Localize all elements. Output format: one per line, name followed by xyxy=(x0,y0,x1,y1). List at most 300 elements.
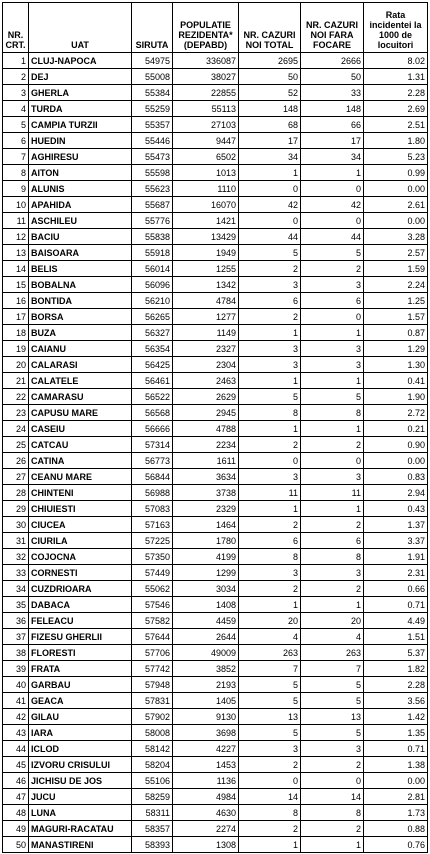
cell-population: 4199 xyxy=(173,549,239,565)
cell-cases-total: 5 xyxy=(239,245,301,261)
table-row xyxy=(3,805,428,821)
table-row xyxy=(3,101,428,117)
cell-population: 4784 xyxy=(173,293,239,309)
cell-cases-total: 3 xyxy=(239,741,301,757)
cell-cases-total: 148 xyxy=(239,101,301,117)
cell-uat: CATCAU xyxy=(29,437,132,453)
cell-siruta: 56988 xyxy=(132,485,173,501)
cell-population: 2329 xyxy=(173,501,239,517)
cell-siruta: 55687 xyxy=(132,197,173,213)
cell-incidence-rate: 2.31 xyxy=(364,565,428,581)
cell-siruta: 56568 xyxy=(132,405,173,421)
cell-siruta: 57314 xyxy=(132,437,173,453)
cell-cases-no-outbreaks: 2 xyxy=(301,581,364,597)
cell-cases-no-outbreaks: 1 xyxy=(301,597,364,613)
cell-siruta: 54975 xyxy=(132,53,173,69)
cell-siruta: 56265 xyxy=(132,309,173,325)
cell-incidence-rate: 1.91 xyxy=(364,549,428,565)
cell-uat: FRATA xyxy=(29,661,132,677)
cell-incidence-rate: 1.80 xyxy=(364,133,428,149)
cell-incidence-rate: 0.00 xyxy=(364,181,428,197)
cell-population: 2463 xyxy=(173,373,239,389)
cell-population: 1408 xyxy=(173,597,239,613)
cell-population: 4459 xyxy=(173,613,239,629)
cell-cases-no-outbreaks: 50 xyxy=(301,69,364,85)
cell-incidence-rate: 0.99 xyxy=(364,165,428,181)
table-row xyxy=(3,245,428,261)
cell-population: 6502 xyxy=(173,149,239,165)
cell-nr-crt: 41 xyxy=(3,693,29,709)
cell-population: 1308 xyxy=(173,837,239,853)
cell-incidence-rate: 4.49 xyxy=(364,613,428,629)
cell-nr-crt: 16 xyxy=(3,293,29,309)
cell-population: 2629 xyxy=(173,389,239,405)
table-row xyxy=(3,725,428,741)
cell-siruta: 58393 xyxy=(132,837,173,853)
table-row xyxy=(3,389,428,405)
cell-cases-total: 0 xyxy=(239,213,301,229)
incidence-table-sheet xyxy=(2,2,428,853)
cell-nr-crt: 35 xyxy=(3,597,29,613)
cell-incidence-rate: 0.41 xyxy=(364,373,428,389)
cell-uat: CLUJ-NAPOCA xyxy=(29,53,132,69)
cell-nr-crt: 25 xyxy=(3,437,29,453)
table-row xyxy=(3,309,428,325)
cell-nr-crt: 49 xyxy=(3,821,29,837)
table-row xyxy=(3,229,428,245)
cell-nr-crt: 50 xyxy=(3,837,29,853)
cell-uat: CATINA xyxy=(29,453,132,469)
cell-uat: HUEDIN xyxy=(29,133,132,149)
cell-uat: IARA xyxy=(29,725,132,741)
cell-incidence-rate: 2.28 xyxy=(364,677,428,693)
cell-uat: CALARASI xyxy=(29,357,132,373)
header-uat: UAT xyxy=(29,3,132,53)
cell-cases-total: 1 xyxy=(239,165,301,181)
cell-cases-total: 3 xyxy=(239,357,301,373)
cell-cases-total: 5 xyxy=(239,389,301,405)
cell-population: 1342 xyxy=(173,277,239,293)
table-row xyxy=(3,485,428,501)
cell-incidence-rate: 0.71 xyxy=(364,597,428,613)
cell-cases-total: 1 xyxy=(239,837,301,853)
cell-uat: GHERLA xyxy=(29,85,132,101)
table-row xyxy=(3,325,428,341)
cell-uat: GEACA xyxy=(29,693,132,709)
cell-nr-crt: 46 xyxy=(3,773,29,789)
cell-cases-no-outbreaks: 5 xyxy=(301,725,364,741)
cell-incidence-rate: 2.51 xyxy=(364,117,428,133)
table-row xyxy=(3,741,428,757)
cell-cases-total: 68 xyxy=(239,117,301,133)
cell-cases-total: 42 xyxy=(239,197,301,213)
cell-incidence-rate: 0.83 xyxy=(364,469,428,485)
cell-siruta: 56096 xyxy=(132,277,173,293)
cell-cases-total: 1 xyxy=(239,325,301,341)
cell-population: 49009 xyxy=(173,645,239,661)
cell-population: 2327 xyxy=(173,341,239,357)
cell-uat: FELEACU xyxy=(29,613,132,629)
cell-siruta: 56210 xyxy=(132,293,173,309)
cell-population: 16070 xyxy=(173,197,239,213)
cell-nr-crt: 6 xyxy=(3,133,29,149)
cell-incidence-rate: 1.90 xyxy=(364,389,428,405)
cell-siruta: 56522 xyxy=(132,389,173,405)
cell-population: 4630 xyxy=(173,805,239,821)
cell-population: 1110 xyxy=(173,181,239,197)
cell-population: 9130 xyxy=(173,709,239,725)
cell-siruta: 55598 xyxy=(132,165,173,181)
incidence-table xyxy=(2,2,428,853)
cell-cases-no-outbreaks: 263 xyxy=(301,645,364,661)
cell-population: 9447 xyxy=(173,133,239,149)
cell-incidence-rate: 1.29 xyxy=(364,341,428,357)
cell-cases-no-outbreaks: 1 xyxy=(301,325,364,341)
cell-cases-no-outbreaks: 2 xyxy=(301,821,364,837)
cell-cases-no-outbreaks: 13 xyxy=(301,709,364,725)
cell-uat: TURDA xyxy=(29,101,132,117)
table-row xyxy=(3,149,428,165)
cell-population: 1299 xyxy=(173,565,239,581)
cell-incidence-rate: 2.72 xyxy=(364,405,428,421)
cell-incidence-rate: 5.37 xyxy=(364,645,428,661)
table-row xyxy=(3,693,428,709)
cell-nr-crt: 8 xyxy=(3,165,29,181)
table-row xyxy=(3,677,428,693)
cell-incidence-rate: 1.59 xyxy=(364,261,428,277)
cell-cases-total: 2 xyxy=(239,437,301,453)
cell-nr-crt: 23 xyxy=(3,405,29,421)
cell-nr-crt: 17 xyxy=(3,309,29,325)
cell-cases-no-outbreaks: 14 xyxy=(301,789,364,805)
cell-population: 3852 xyxy=(173,661,239,677)
cell-incidence-rate: 2.28 xyxy=(364,85,428,101)
cell-population: 1277 xyxy=(173,309,239,325)
cell-cases-no-outbreaks: 33 xyxy=(301,85,364,101)
cell-nr-crt: 26 xyxy=(3,453,29,469)
cell-siruta: 57706 xyxy=(132,645,173,661)
cell-siruta: 56014 xyxy=(132,261,173,277)
cell-siruta: 55623 xyxy=(132,181,173,197)
cell-population: 13429 xyxy=(173,229,239,245)
table-row xyxy=(3,581,428,597)
cell-incidence-rate: 5.23 xyxy=(364,149,428,165)
cell-cases-total: 4 xyxy=(239,629,301,645)
cell-cases-no-outbreaks: 8 xyxy=(301,549,364,565)
cell-cases-total: 1 xyxy=(239,421,301,437)
cell-cases-total: 3 xyxy=(239,469,301,485)
cell-siruta: 55446 xyxy=(132,133,173,149)
cell-uat: FIZESU GHERLII xyxy=(29,629,132,645)
cell-population: 55113 xyxy=(173,101,239,117)
cell-cases-no-outbreaks: 17 xyxy=(301,133,364,149)
cell-cases-no-outbreaks: 1 xyxy=(301,501,364,517)
cell-cases-total: 52 xyxy=(239,85,301,101)
cell-nr-crt: 7 xyxy=(3,149,29,165)
cell-cases-no-outbreaks: 44 xyxy=(301,229,364,245)
cell-nr-crt: 32 xyxy=(3,549,29,565)
cell-siruta: 57742 xyxy=(132,661,173,677)
cell-population: 1949 xyxy=(173,245,239,261)
cell-incidence-rate: 1.37 xyxy=(364,517,428,533)
cell-cases-no-outbreaks: 1 xyxy=(301,421,364,437)
cell-siruta: 58311 xyxy=(132,805,173,821)
cell-nr-crt: 33 xyxy=(3,565,29,581)
cell-cases-total: 8 xyxy=(239,405,301,421)
cell-nr-crt: 47 xyxy=(3,789,29,805)
cell-nr-crt: 39 xyxy=(3,661,29,677)
cell-incidence-rate: 3.28 xyxy=(364,229,428,245)
cell-population: 1013 xyxy=(173,165,239,181)
table-row xyxy=(3,197,428,213)
header-incidence-rate: Rata incidentei la 1000 de locuitori xyxy=(364,3,428,53)
cell-cases-no-outbreaks: 7 xyxy=(301,661,364,677)
table-row xyxy=(3,661,428,677)
cell-incidence-rate: 1.30 xyxy=(364,357,428,373)
cell-siruta: 58204 xyxy=(132,757,173,773)
cell-cases-total: 1 xyxy=(239,373,301,389)
cell-uat: ALUNIS xyxy=(29,181,132,197)
cell-cases-no-outbreaks: 11 xyxy=(301,485,364,501)
cell-uat: CORNESTI xyxy=(29,565,132,581)
cell-cases-total: 6 xyxy=(239,293,301,309)
cell-cases-total: 8 xyxy=(239,549,301,565)
cell-cases-no-outbreaks: 0 xyxy=(301,181,364,197)
table-row xyxy=(3,165,428,181)
cell-cases-no-outbreaks: 0 xyxy=(301,453,364,469)
cell-uat: MANASTIRENI xyxy=(29,837,132,853)
cell-siruta: 57163 xyxy=(132,517,173,533)
table-row xyxy=(3,709,428,725)
cell-incidence-rate: 0.00 xyxy=(364,453,428,469)
cell-cases-no-outbreaks: 8 xyxy=(301,805,364,821)
cell-uat: CHINTENI xyxy=(29,485,132,501)
cell-uat: CALATELE xyxy=(29,373,132,389)
cell-nr-crt: 40 xyxy=(3,677,29,693)
cell-siruta: 56773 xyxy=(132,453,173,469)
table-row xyxy=(3,501,428,517)
cell-cases-no-outbreaks: 3 xyxy=(301,565,364,581)
header-cases-total: NR. CAZURI NOI TOTAL xyxy=(239,3,301,53)
header-nr-crt: NR. CRT. xyxy=(3,3,29,53)
cell-cases-total: 1 xyxy=(239,597,301,613)
cell-uat: JUCU xyxy=(29,789,132,805)
cell-nr-crt: 14 xyxy=(3,261,29,277)
cell-uat: AITON xyxy=(29,165,132,181)
table-row xyxy=(3,117,428,133)
cell-cases-no-outbreaks: 148 xyxy=(301,101,364,117)
cell-uat: GILAU xyxy=(29,709,132,725)
cell-siruta: 56666 xyxy=(132,421,173,437)
cell-population: 336087 xyxy=(173,53,239,69)
cell-siruta: 56844 xyxy=(132,469,173,485)
cell-nr-crt: 18 xyxy=(3,325,29,341)
cell-siruta: 58357 xyxy=(132,821,173,837)
cell-cases-total: 20 xyxy=(239,613,301,629)
cell-uat: AGHIRESU xyxy=(29,149,132,165)
cell-population: 1611 xyxy=(173,453,239,469)
cell-cases-total: 263 xyxy=(239,645,301,661)
cell-incidence-rate: 0.87 xyxy=(364,325,428,341)
cell-uat: JICHISU DE JOS xyxy=(29,773,132,789)
cell-uat: ICLOD xyxy=(29,741,132,757)
cell-nr-crt: 42 xyxy=(3,709,29,725)
table-row xyxy=(3,597,428,613)
table-row xyxy=(3,645,428,661)
cell-uat: BOBALNA xyxy=(29,277,132,293)
cell-incidence-rate: 3.37 xyxy=(364,533,428,549)
table-row xyxy=(3,213,428,229)
cell-incidence-rate: 0.90 xyxy=(364,437,428,453)
cell-cases-no-outbreaks: 0 xyxy=(301,309,364,325)
cell-cases-no-outbreaks: 1 xyxy=(301,837,364,853)
cell-population: 2234 xyxy=(173,437,239,453)
cell-population: 2274 xyxy=(173,821,239,837)
table-row xyxy=(3,565,428,581)
cell-uat: GARBAU xyxy=(29,677,132,693)
table-row xyxy=(3,181,428,197)
table-row xyxy=(3,469,428,485)
cell-incidence-rate: 1.25 xyxy=(364,293,428,309)
cell-cases-total: 34 xyxy=(239,149,301,165)
table-row xyxy=(3,773,428,789)
header-siruta: SIRUTA xyxy=(132,3,173,53)
cell-cases-no-outbreaks: 5 xyxy=(301,677,364,693)
table-row xyxy=(3,757,428,773)
cell-nr-crt: 29 xyxy=(3,501,29,517)
table-row xyxy=(3,517,428,533)
cell-cases-total: 6 xyxy=(239,533,301,549)
cell-uat: BELIS xyxy=(29,261,132,277)
cell-cases-total: 2 xyxy=(239,581,301,597)
cell-uat: BACIU xyxy=(29,229,132,245)
cell-cases-no-outbreaks: 2 xyxy=(301,437,364,453)
header-population: POPULATIE REZIDENTA* (DEPABD) xyxy=(173,3,239,53)
cell-nr-crt: 5 xyxy=(3,117,29,133)
table-row xyxy=(3,133,428,149)
cell-nr-crt: 48 xyxy=(3,805,29,821)
cell-cases-total: 5 xyxy=(239,677,301,693)
table-row xyxy=(3,613,428,629)
cell-siruta: 55008 xyxy=(132,69,173,85)
cell-cases-no-outbreaks: 34 xyxy=(301,149,364,165)
table-row xyxy=(3,69,428,85)
cell-cases-total: 17 xyxy=(239,133,301,149)
cell-incidence-rate: 2.81 xyxy=(364,789,428,805)
cell-siruta: 57948 xyxy=(132,677,173,693)
table-row xyxy=(3,421,428,437)
cell-siruta: 55357 xyxy=(132,117,173,133)
cell-siruta: 56354 xyxy=(132,341,173,357)
cell-uat: CEANU MARE xyxy=(29,469,132,485)
table-body xyxy=(3,53,428,853)
cell-cases-no-outbreaks: 5 xyxy=(301,693,364,709)
cell-siruta: 56425 xyxy=(132,357,173,373)
cell-incidence-rate: 3.56 xyxy=(364,693,428,709)
cell-siruta: 57831 xyxy=(132,693,173,709)
cell-population: 2304 xyxy=(173,357,239,373)
table-row xyxy=(3,837,428,853)
cell-nr-crt: 34 xyxy=(3,581,29,597)
table-row xyxy=(3,549,428,565)
cell-siruta: 55259 xyxy=(132,101,173,117)
cell-incidence-rate: 0.00 xyxy=(364,773,428,789)
cell-population: 4984 xyxy=(173,789,239,805)
cell-uat: DEJ xyxy=(29,69,132,85)
cell-uat: CHIUIESTI xyxy=(29,501,132,517)
table-row xyxy=(3,53,428,69)
cell-cases-total: 0 xyxy=(239,773,301,789)
cell-cases-no-outbreaks: 8 xyxy=(301,405,364,421)
cell-incidence-rate: 0.00 xyxy=(364,213,428,229)
cell-cases-total: 2 xyxy=(239,261,301,277)
table-row xyxy=(3,277,428,293)
cell-siruta: 57546 xyxy=(132,597,173,613)
cell-incidence-rate: 1.57 xyxy=(364,309,428,325)
cell-incidence-rate: 2.94 xyxy=(364,485,428,501)
cell-cases-no-outbreaks: 2 xyxy=(301,517,364,533)
cell-incidence-rate: 1.51 xyxy=(364,629,428,645)
cell-nr-crt: 12 xyxy=(3,229,29,245)
cell-uat: APAHIDA xyxy=(29,197,132,213)
cell-nr-crt: 22 xyxy=(3,389,29,405)
cell-nr-crt: 10 xyxy=(3,197,29,213)
cell-cases-total: 3 xyxy=(239,565,301,581)
cell-cases-total: 2 xyxy=(239,757,301,773)
cell-nr-crt: 21 xyxy=(3,373,29,389)
cell-cases-no-outbreaks: 42 xyxy=(301,197,364,213)
cell-incidence-rate: 0.88 xyxy=(364,821,428,837)
cell-siruta: 58142 xyxy=(132,741,173,757)
cell-siruta: 57225 xyxy=(132,533,173,549)
table-row xyxy=(3,341,428,357)
cell-cases-total: 44 xyxy=(239,229,301,245)
cell-nr-crt: 44 xyxy=(3,741,29,757)
cell-uat: CUZDRIOARA xyxy=(29,581,132,597)
cell-incidence-rate: 0.76 xyxy=(364,837,428,853)
cell-siruta: 58259 xyxy=(132,789,173,805)
cell-uat: FLORESTI xyxy=(29,645,132,661)
cell-population: 27103 xyxy=(173,117,239,133)
cell-population: 1421 xyxy=(173,213,239,229)
cell-cases-no-outbreaks: 3 xyxy=(301,469,364,485)
header-cases-no-outbreaks: NR. CAZURI NOI FARA FOCARE xyxy=(301,3,364,53)
cell-incidence-rate: 2.24 xyxy=(364,277,428,293)
cell-cases-total: 0 xyxy=(239,453,301,469)
cell-uat: MAGURI-RACATAU xyxy=(29,821,132,837)
table-row xyxy=(3,85,428,101)
cell-cases-no-outbreaks: 3 xyxy=(301,357,364,373)
cell-incidence-rate: 1.38 xyxy=(364,757,428,773)
cell-siruta: 57582 xyxy=(132,613,173,629)
cell-nr-crt: 20 xyxy=(3,357,29,373)
cell-uat: CIUCEA xyxy=(29,517,132,533)
cell-nr-crt: 24 xyxy=(3,421,29,437)
cell-cases-no-outbreaks: 4 xyxy=(301,629,364,645)
cell-uat: CAMPIA TURZII xyxy=(29,117,132,133)
cell-incidence-rate: 1.42 xyxy=(364,709,428,725)
cell-siruta: 55838 xyxy=(132,229,173,245)
cell-nr-crt: 45 xyxy=(3,757,29,773)
cell-nr-crt: 13 xyxy=(3,245,29,261)
cell-population: 3034 xyxy=(173,581,239,597)
cell-cases-total: 14 xyxy=(239,789,301,805)
cell-cases-no-outbreaks: 66 xyxy=(301,117,364,133)
cell-cases-no-outbreaks: 6 xyxy=(301,533,364,549)
cell-nr-crt: 43 xyxy=(3,725,29,741)
cell-cases-total: 11 xyxy=(239,485,301,501)
cell-nr-crt: 19 xyxy=(3,341,29,357)
